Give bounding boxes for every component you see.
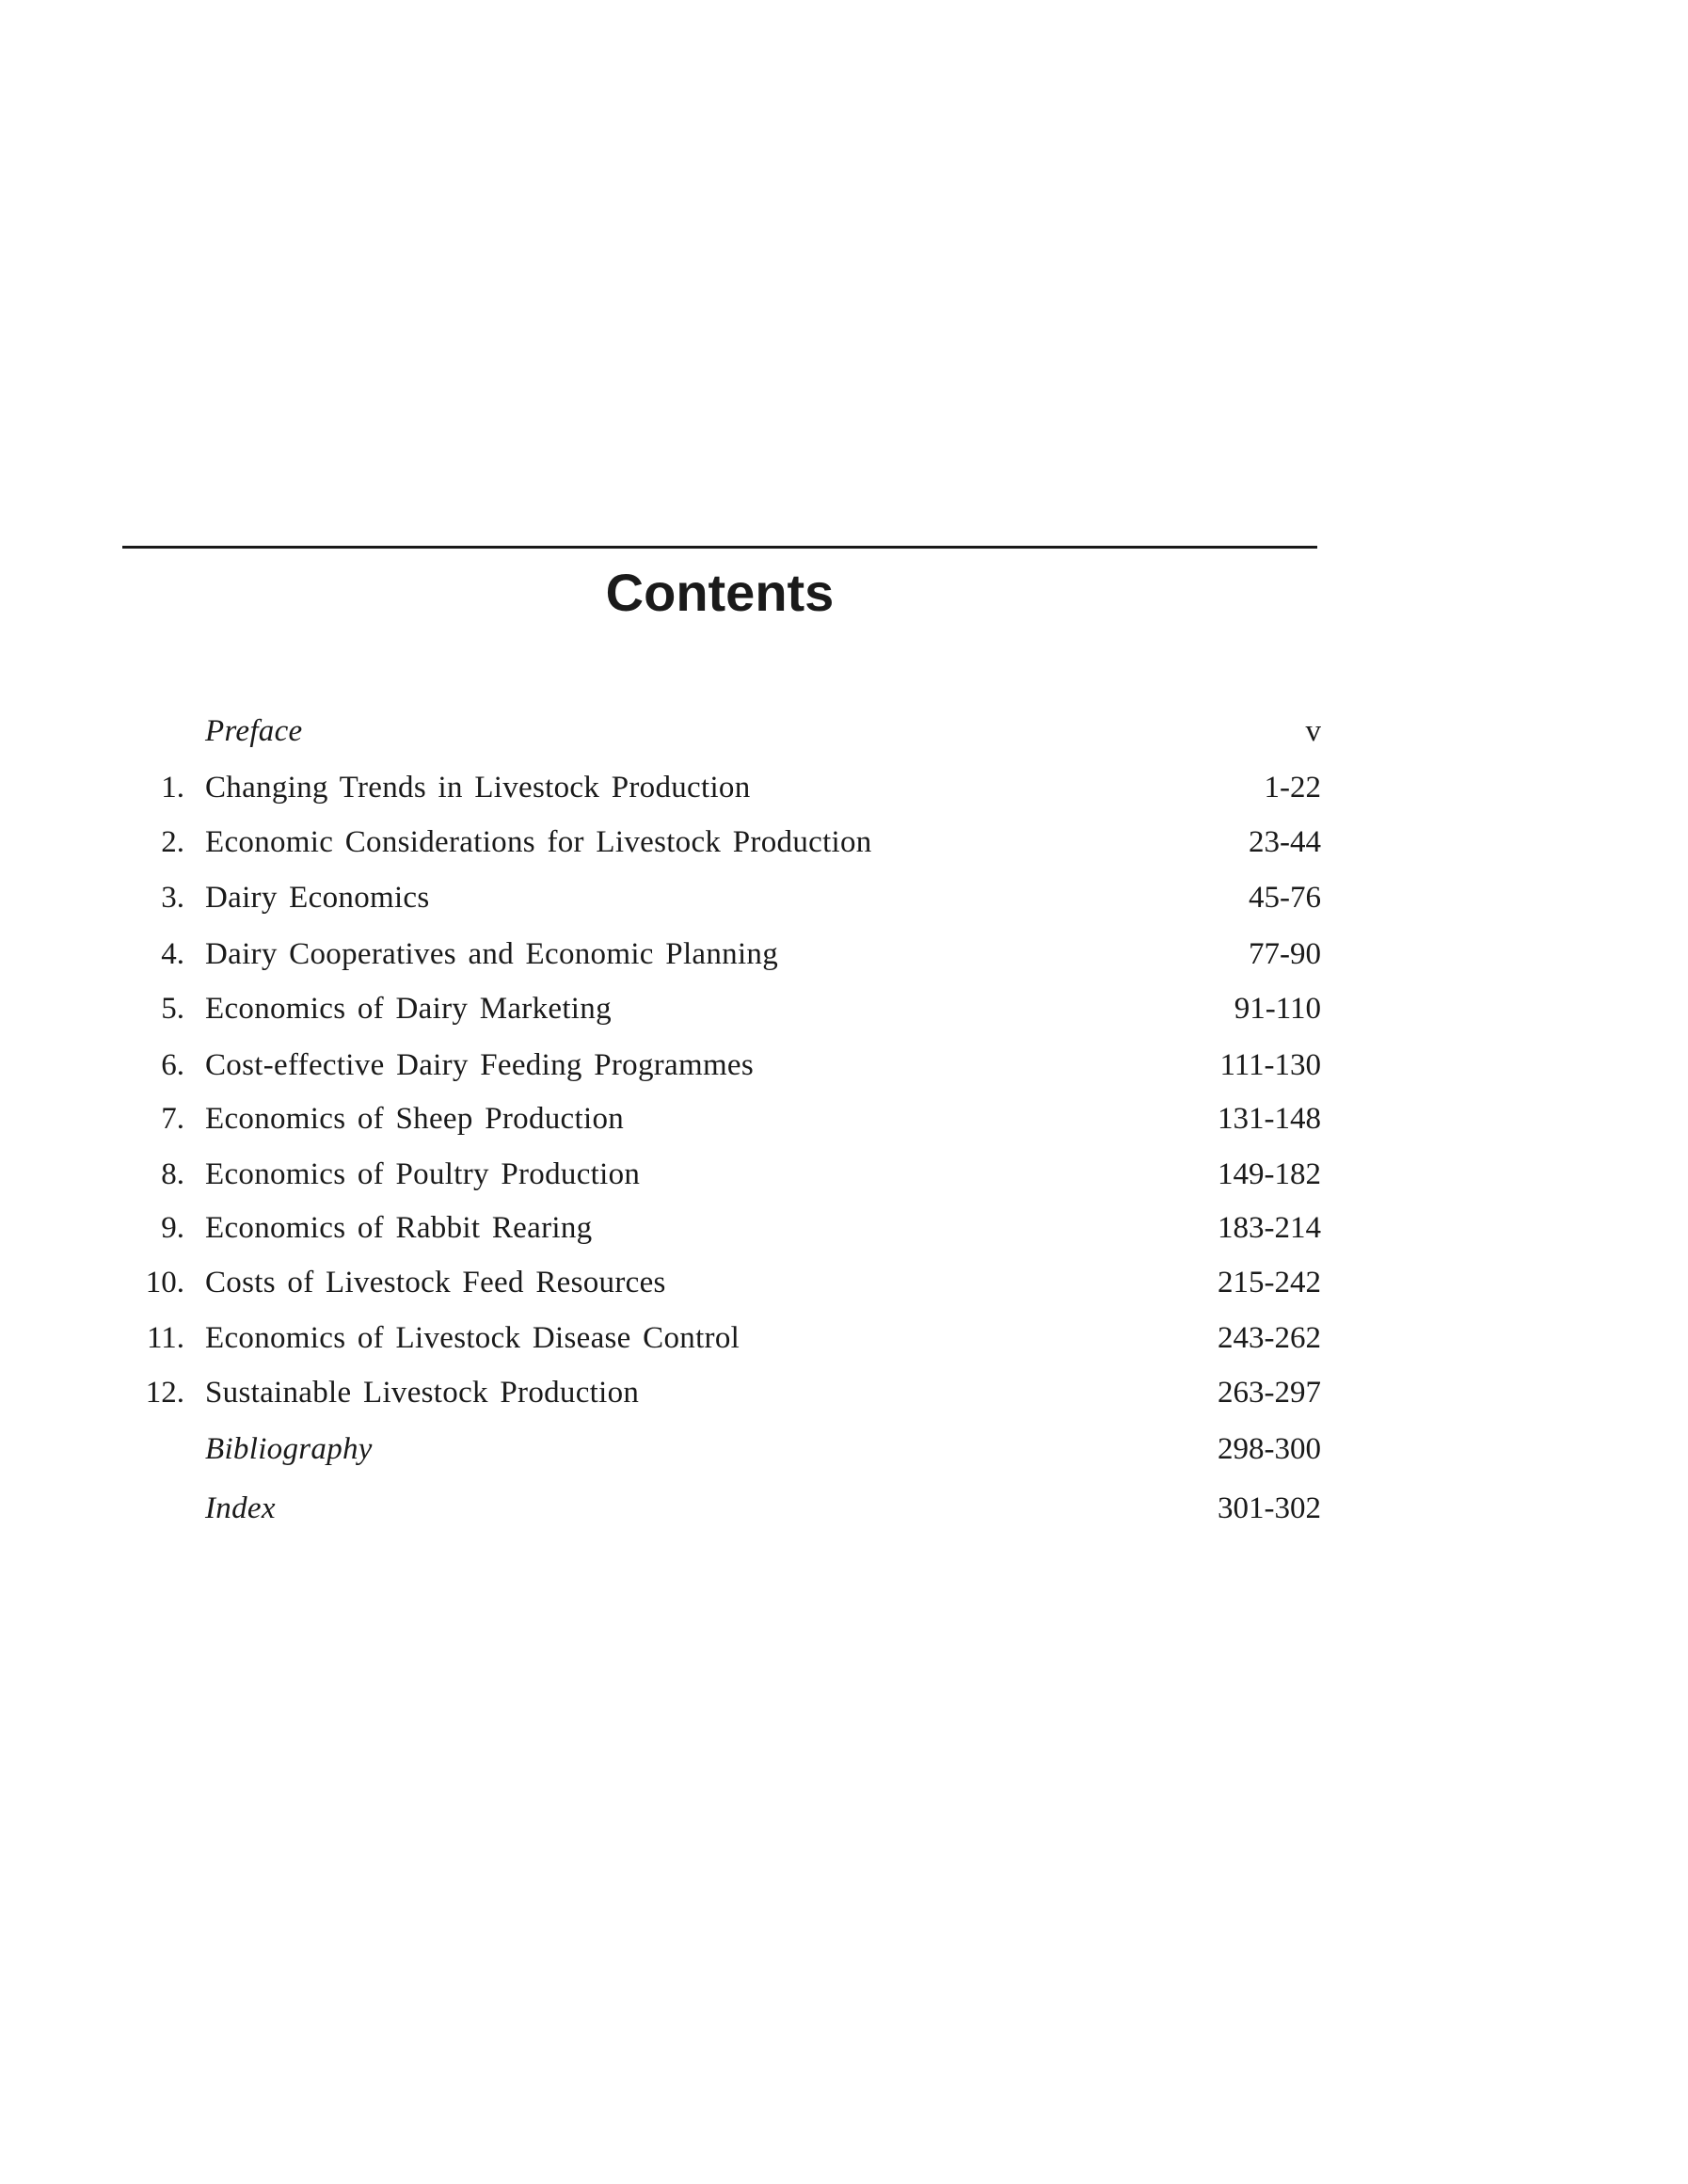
toc-entry-number: 11. [146,1321,184,1355]
toc-entry-number: 6. [161,1048,184,1082]
toc-entry-pages: 183-214 [1218,1211,1321,1245]
toc-entry-number: 1. [161,771,184,805]
toc-entry-number: 3. [161,881,184,915]
toc-entry-title: Economics of Livestock Disease Control [205,1321,740,1355]
toc-entry-title: Economics of Sheep Production [205,1102,625,1136]
toc-entry-title: Dairy Economics [205,881,430,915]
toc-entry-pages: v [1305,714,1321,748]
toc-entry-number: 5. [161,992,184,1026]
toc-entry [0,1204,1688,1251]
toc-entry [0,1259,1688,1306]
toc-entry-title: Dairy Cooperatives and Economic Planning [205,937,779,971]
toc-entry [0,819,1688,866]
toc-entry-title: Economic Considerations for Livestock Production [205,825,872,859]
toc-entry [0,931,1688,978]
toc-entry-title: Costs of Livestock Feed Resources [205,1266,666,1299]
top-rule [122,546,1317,549]
toc-entry [0,1151,1688,1198]
toc-entry [0,874,1688,921]
toc-entry-title: Cost-effective Dairy Feeding Programmes [205,1048,755,1082]
toc-entry-pages: 23-44 [1249,825,1321,859]
toc-entry-pages: 149-182 [1218,1157,1321,1191]
toc-entry-number: 2. [161,825,184,859]
toc-entry-number: 12. [145,1376,184,1410]
toc-entry-title: Economics of Rabbit Rearing [205,1211,593,1245]
toc-entry [0,1369,1688,1416]
toc-entry [0,1042,1688,1089]
toc-entry [0,1485,1688,1532]
page-title: Contents [605,563,835,622]
toc-entry-pages: 263-297 [1218,1376,1321,1410]
toc-entry-number: 9. [161,1211,184,1245]
toc-entry-title: Changing Trends in Livestock Production [205,771,751,805]
toc-entry-title: Economics of Poultry Production [205,1157,641,1191]
toc-entry-pages: 215-242 [1218,1266,1321,1299]
toc-entry [0,1095,1688,1142]
toc-entry-title: Preface [205,714,303,748]
toc-entry [0,1315,1688,1362]
toc-entry-number: 8. [161,1157,184,1191]
toc-entry [0,764,1688,811]
toc-entry-pages: 111-130 [1219,1048,1321,1082]
toc-entry-title: Bibliography [205,1432,373,1466]
toc-entry [0,985,1688,1032]
toc-entry-title: Economics of Dairy Marketing [205,992,612,1026]
toc-entry-title: Index [205,1491,276,1525]
toc-entry-title: Sustainable Livestock Production [205,1376,640,1410]
toc-entry-pages: 91-110 [1234,992,1321,1026]
toc-entry-pages: 131-148 [1218,1102,1321,1136]
toc-entry-number: 7. [161,1102,184,1136]
toc-entry-pages: 243-262 [1218,1321,1321,1355]
toc-entry-pages: 45-76 [1249,881,1321,915]
toc-entry-number: 10. [145,1266,184,1299]
toc-entry-number: 4. [161,937,184,971]
toc-entry [0,708,1688,755]
toc-entry-pages: 77-90 [1249,937,1321,971]
toc-entry-pages: 301-302 [1218,1491,1321,1525]
toc-entry-pages: 1-22 [1264,771,1321,805]
toc-entry-pages: 298-300 [1218,1432,1321,1466]
toc-entry [0,1426,1688,1473]
